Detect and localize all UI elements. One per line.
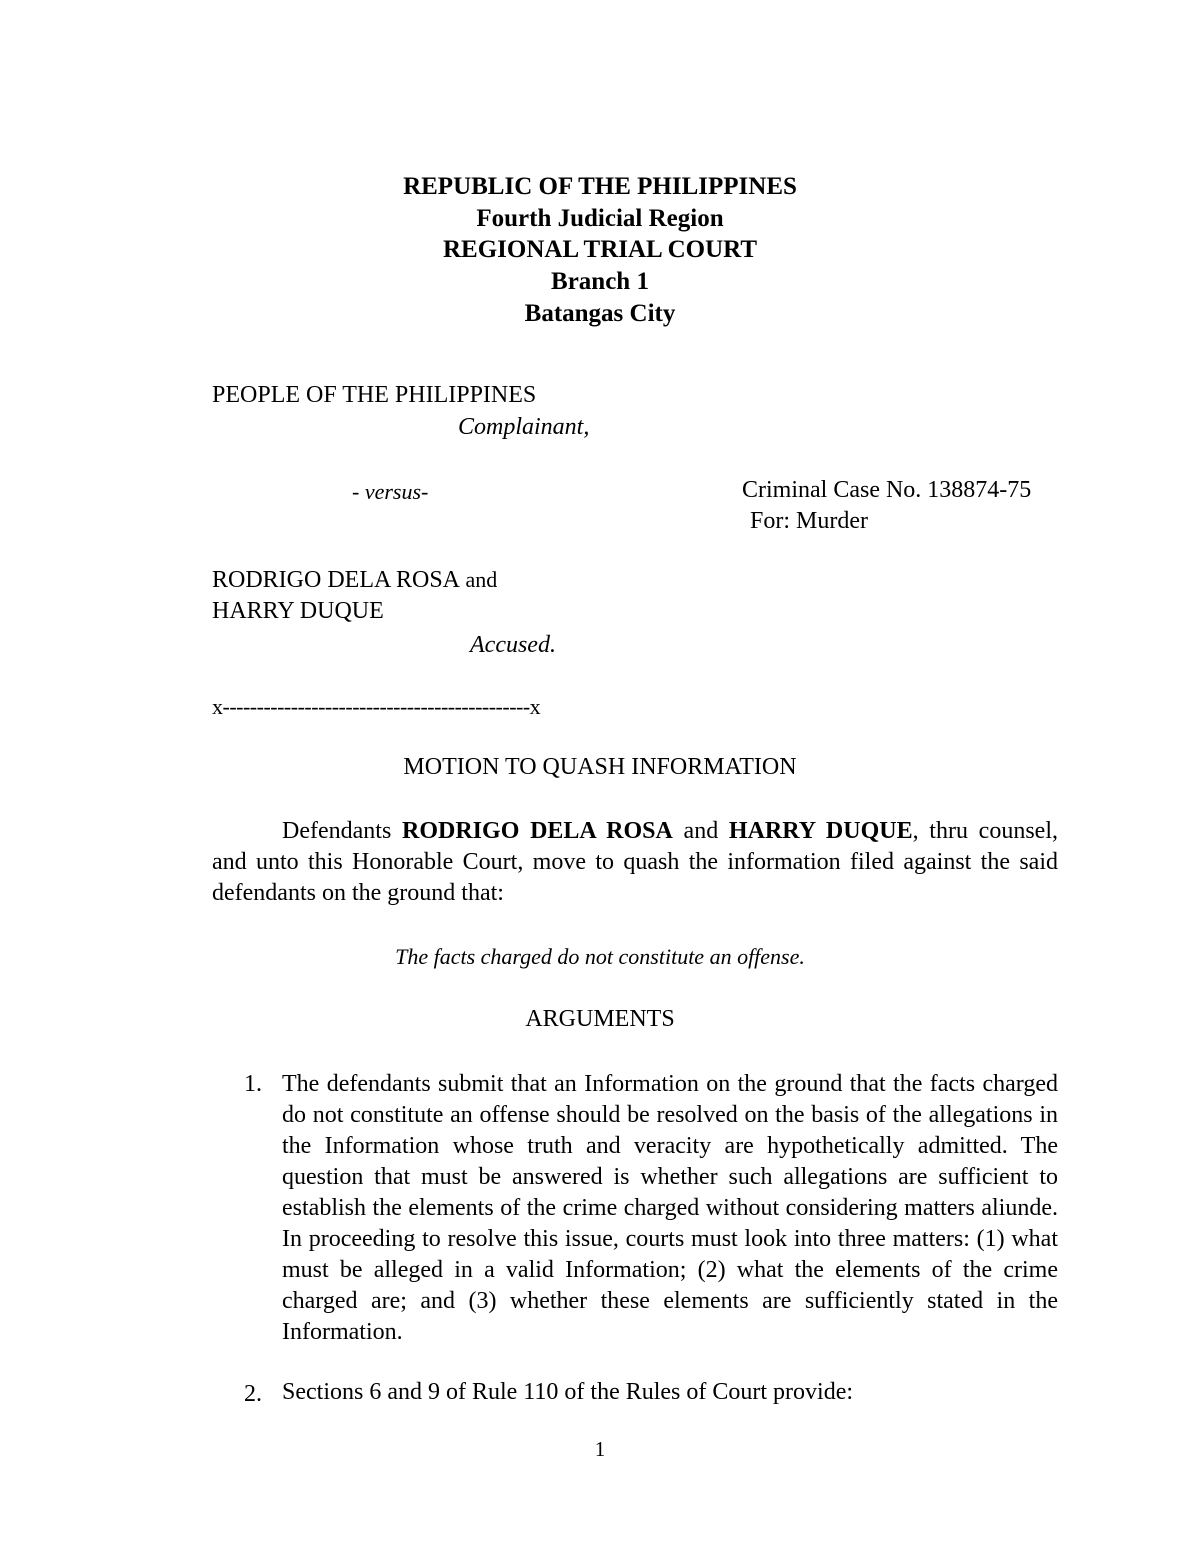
court-header-branch: Branch 1 [551,268,649,295]
accused-and: and [460,567,498,592]
court-header-republic: REPUBLIC OF THE PHILIPPINES [403,173,797,200]
court-header-court: REGIONAL TRIAL COURT [442,236,757,263]
page-number: 1 [594,1437,606,1461]
intro-name-2: HARRY DUQUE [728,818,913,844]
argument-1-text: The defendants submit that an Information on the ground that the facts charged do not constitute an offense should be resolved on the basis of the allegations in the Information whose truth and veracity are hypothetically admitted. The question that must be answered is whether such allegations are sufficient to establish the elements of the crime charged without considering matters aliunde. In proceeding to resolve this issue, courts must look into three matters: (1) what must be alleged in a valid Information; (2) what the elements of the crime charged are; and (3) whether these elements are sufficiently stated in the Information. [282,1071,1058,1345]
court-header-region: Fourth Judicial Region [476,205,724,232]
intro-rest: , thru counsel, and unto this Honorable Court, move to quash the information filed against the said defendants on the ground that: [212,818,1058,906]
argument-1-number: 1. [244,1071,262,1097]
versus-label: - versus- [352,479,429,504]
complainant-name: PEOPLE OF THE PHILIPPINES [212,382,537,408]
accused-line-1 [212,567,497,594]
motion-title: MOTION TO QUASH INFORMATION [403,754,797,780]
accused-label: Accused. [470,632,556,658]
caption-separator: x---------------------------------------------x [212,694,541,719]
complainant-label: Complainant, [458,414,590,440]
ground-statement: The facts charged do not constitute an offense. [395,944,805,969]
arguments-title: ARGUMENTS [525,1006,675,1032]
case-number: Criminal Case No. 138874-75 [742,477,1032,503]
argument-2-number: 2. [244,1381,262,1407]
argument-2-text: Sections 6 and 9 of Rule 110 of the Rules of Court provide: [282,1379,854,1405]
case-for: For: Murder [750,508,868,534]
intro-and: and [672,818,729,844]
accused-name-2: HARRY DUQUE [212,598,384,624]
court-header-city: Batangas City [524,300,676,327]
motion-intro-paragraph [212,816,1058,909]
accused-name-1: RODRIGO DELA ROSA [212,567,461,593]
intro-defendants: Defendants [282,818,403,844]
intro-name-1: RODRIGO DELA ROSA [402,818,673,844]
